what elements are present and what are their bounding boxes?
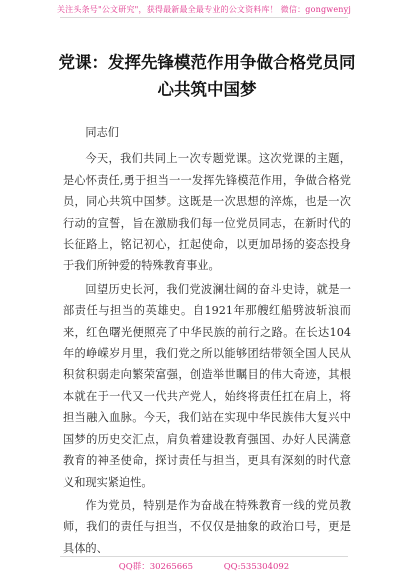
footer-qq-group: QQ群：30265665 bbox=[118, 562, 193, 572]
header-note: 关注头条号"公文研究"，获得最新最全最专业的公文资料库！ 微信：gongwenyj bbox=[56, 5, 352, 14]
footer-qq: QQ:535304092 bbox=[223, 562, 290, 572]
footer bbox=[0, 560, 408, 572]
salutation: 同志们 bbox=[85, 126, 119, 139]
footer-divider bbox=[60, 556, 348, 557]
document-title: 党课：发挥先锋模范作用争做合格党员同心共筑中国梦 bbox=[58, 53, 356, 99]
header-divider bbox=[60, 17, 348, 18]
paragraph: 作为党员，特别是作为奋战在特殊教育一线的党员教师，我们的责任与担当，不仅仅是抽象的政治口号，更是具体的、 bbox=[63, 498, 351, 555]
document-body bbox=[63, 122, 351, 561]
paragraph: 回望历史长河，我们党波澜壮阔的奋斗史诗，就是一部责任与担当的英雄史。自1921年那艘红船劈波斩浪而来，红色曙光便照亮了中华民族的前行之路。在长达104年的峥嵘岁月里，我们党之所以能够团结带领全国人民从积贫积弱走向繁荣富强，创造举世瞩目的伟大奇迹，其根本就在于一代又一代共产党人，始终将责任扛在肩上，将担当融入血脉。今天，我们站在实现中华民族伟大复兴中国梦的历史交汇点，肩负着建设教育强国、办好人民满意教育的神圣使命，探讨责任与担当，更具有深刻的时代意义和现实紧迫性。 bbox=[63, 282, 351, 489]
paragraph: 今天，我们共同上一次专题党课。这次党课的主题，是心怀责任,勇于担当一一发挥先锋模范作用，争做合格党员，同心共筑中国梦。这既是一次思想的淬炼，也是一次行动的宣誓，旨在激励我们每一位党员同志，在新时代的长征路上，铭记初心，扛起使命，以更加昂扬的姿态投身于我们所钟爱的特殊教育事业。 bbox=[63, 152, 351, 273]
